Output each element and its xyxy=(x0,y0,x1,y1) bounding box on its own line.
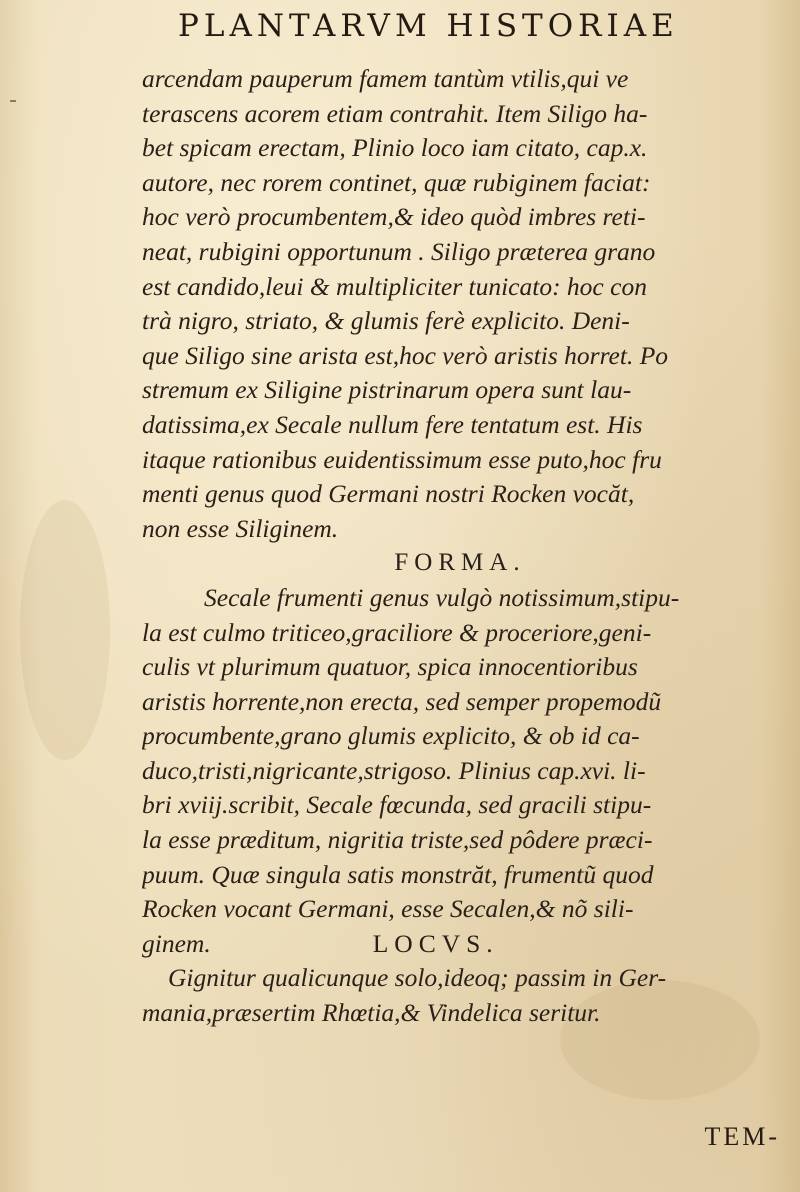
section-heading-locus: LOCVS. xyxy=(372,928,499,958)
text-line: aristis horrente,non erecta, sed semper propemodũ xyxy=(142,686,662,716)
text-line: trà nigro, striato, & glumis ferè explicito. Deni- xyxy=(142,306,630,336)
text-line: arcendam pauperum famem tantùm vtilis,qui ve xyxy=(142,64,629,93)
text-line: stremum ex Siligine pistrinarum opera sunt lau- xyxy=(142,375,632,405)
text-line: la esse præditum, nigritia triste,sed pôdere præci- xyxy=(142,825,653,855)
text-line: que Siligo sine arista est,hoc verò aristis horret. Po xyxy=(142,340,669,370)
text-line: procumbente,grano glumis explicito, & ob id ca- xyxy=(142,721,640,751)
catchword: TEM- xyxy=(704,1122,780,1151)
text-line: autore, nec rorem continet, quæ rubiginem faciat: xyxy=(142,167,651,197)
text-line: non esse Siliginem. xyxy=(142,513,339,543)
text-line-with-heading xyxy=(142,927,778,962)
section-heading-forma: FORMA. xyxy=(394,549,526,577)
text-line: itaque rationibus euidentissimum esse puto,hoc fru xyxy=(142,444,662,474)
text-line: neat, rubigini opportunum . Siligo præterea grano xyxy=(142,236,656,266)
text-line: Gignitur qualicunque solo,ideoq; passim in Ger- xyxy=(168,963,667,993)
margin-mark xyxy=(10,100,16,102)
text-line: bri xviij.scribit, Secale fœcunda, sed gracili stipu- xyxy=(142,790,652,820)
text-line: Secale frumenti genus vulgò notissimum,stipu- xyxy=(204,582,680,612)
text-line: hoc verò procumbentem,& ideo quòd imbres reti- xyxy=(142,202,646,232)
text-line: puum. Quæ singula satis monstrăt, frumentũ quod xyxy=(142,859,654,889)
text-line: culis vt plurimum quatuor, spica innocentioribus xyxy=(142,652,638,682)
main-text-block xyxy=(142,62,778,1031)
paper-stain xyxy=(20,500,110,760)
text-line: menti genus quod Germani nostri Rocken vocăt, xyxy=(142,479,635,509)
text-line: Rocken vocant Germani, esse Secalen,& nõ sili- xyxy=(142,894,634,924)
text-line: terascens acorem etiam contrahit. Item Siligo ha- xyxy=(142,98,648,128)
text-line: mania,præsertim Rhœtia,& Vindelica seritur. xyxy=(142,998,601,1028)
text-line: est candido,leui & multipliciter tunicato: hoc con xyxy=(142,271,647,301)
running-title: PLANTARVM HISTORIAE xyxy=(178,8,679,44)
text-line: la est culmo triticeo,graciliore & proceriore,geni- xyxy=(142,617,652,647)
text-fragment: ginem. xyxy=(142,928,211,958)
text-line: duco,tristi,nigricante,strigoso. Plinius cap.xvi. li- xyxy=(142,755,646,785)
text-line: datissima,ex Secale nullum fere tentatum est. His xyxy=(142,409,643,439)
text-line: bet spicam erectam, Plinio loco iam citato, cap.x. xyxy=(142,133,648,163)
